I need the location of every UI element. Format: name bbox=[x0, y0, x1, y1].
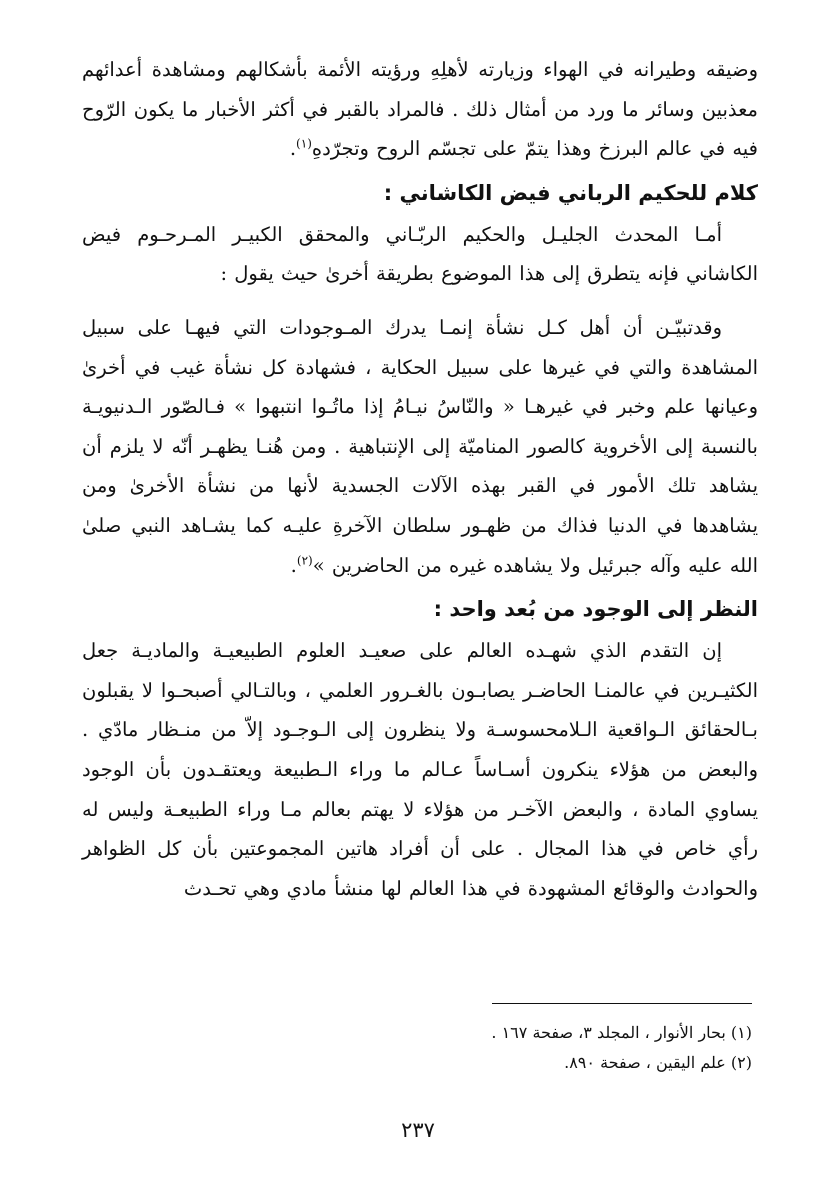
footnote-separator bbox=[492, 1003, 752, 1004]
section-heading-one-dimension: النظر إلى الوجود من بُعد واحد : bbox=[433, 597, 758, 622]
footnote-1: (١) بحار الأنوار ، المجلد ٣، صفحة ١٦٧ . bbox=[491, 1023, 752, 1042]
paragraph-gap bbox=[82, 294, 758, 308]
page-number: ٢٣٧ bbox=[401, 1118, 435, 1142]
paragraph-grave-meaning bbox=[82, 50, 758, 169]
section-heading-kashani: كلام للحكيم الرباني فيض الكاشاني : bbox=[383, 180, 758, 205]
footnotes bbox=[82, 1018, 752, 1078]
quote-text: وقدتبيّـن أن أهل كـل نشأة إنمـا يدرك المـوجودات التي فيهـا على سبيل المشاهدة والتي في غيرها على سبيل الحكاية ، فشهادة كل نشأة غيب في أخرىٰ وعيانها علم وخبر في غيرهـا « والنّاسُ نيـامُ إذا ماتُـوا انتبهوا » فـالصّور الـدنيويـة بالنسبة إلى الأخروية كالصور المناميّة إلى الإنتباهية . ومن هُنـا يظهـر أنّه لا يلزم أن يشاهد تلك الأمور في القبر بهذه الآلات الجسدية لأنها من نشأة الأخرىٰ ومن يشاهدها في الدنيا فذاك من ظهـور سلطان الآخرةِ عليـه كما يشـاهد النبي صلىٰ الله عليه وآله جبرئيل ولا يشاهده غيره من الحاضرين » bbox=[82, 315, 758, 577]
paragraph-materialism: إن التقدم الذي شهـده العالم على صعيـد العلوم الطبيعيـة والماديـة جعل الكثيـرين في عالمنـا الحاضـر يصابـون بالغـرور العلمي ، وبالتـالي أصبحـوا لا يقبلون بـالحقائق الـواقعية الـلامحسوسـة ولا ينظرون إلى الـوجـود إلاّ من منـظار مادّي . والبعض من هؤلاء ينكرون أسـاساً عـالم ما وراء الـطبيعة ويعتقـدون بأن الوجود يساوي المادة ، والبعض الآخـر من هؤلاء لا يهتم بعالم مـا وراء الطبيعـة وليس له رأي خاص في هذا المجال . على أن أفراد هاتين المجموعتين بأن كل الظواهر والحوادث والوقائع المشهودة في هذا العالم لها منشأ مادي وهي تحـدث bbox=[82, 639, 758, 900]
sentence-end: . bbox=[290, 553, 297, 577]
paragraph-text: وضيقه وطيرانه في الهواء وزيارته لأهلِهِ ورؤيته الأئمة بأشكالهم ومشاهدة أعدائهم معذبين وسائر ما ورد من أمثال ذلك . فالمراد بالقبر في أكثر الأخبار ما يكون الرّوح فيه في عالم البرزخ وهذا يتمّ على تجسّم الروح وتجرّدهِ bbox=[82, 58, 758, 161]
paragraph-kashani-quote bbox=[82, 308, 758, 585]
paragraph-kashani-intro: أمـا المحدث الجليـل والحكيم الربّـاني والمحقق الكبيـر المـرحـوم فيض الكاشاني فإنه يتطرق إلى هذا الموضوع بطريقة أخرىٰ حيث يقول : bbox=[82, 222, 758, 286]
footnote-reference-2: (٢) bbox=[296, 553, 313, 568]
footnote-2: (٢) علم اليقين ، صفحة ٨٩٠. bbox=[564, 1053, 752, 1072]
sentence-end: . bbox=[289, 137, 297, 161]
footnote-reference-1: (١) bbox=[296, 136, 312, 151]
